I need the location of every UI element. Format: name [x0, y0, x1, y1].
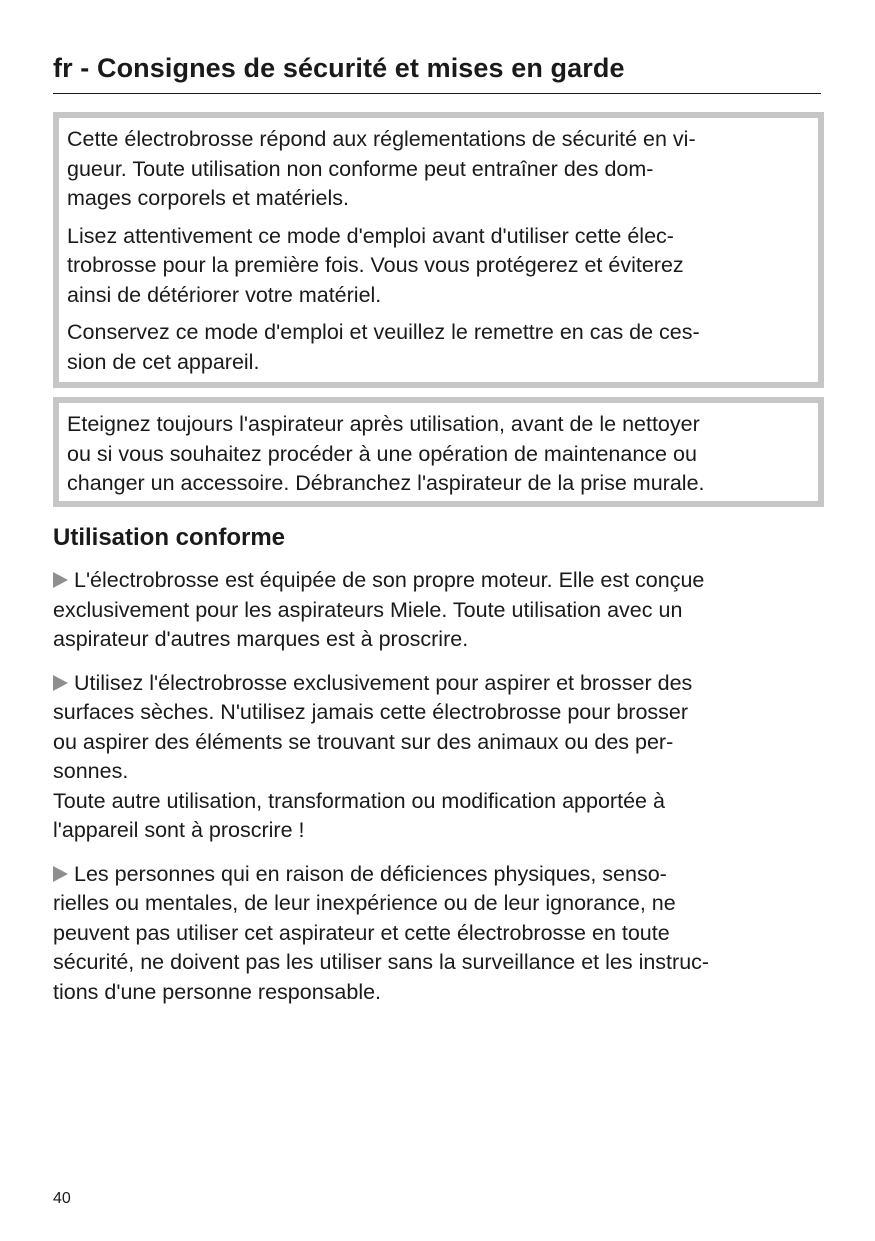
- item-line: peuvent pas utiliser cet aspirateur et cette électrobrosse en toute: [53, 920, 670, 945]
- page-title: fr - Consignes de sécurité et mises en garde: [53, 53, 625, 83]
- safety-notice-box: [53, 112, 824, 388]
- notice-line: ou si vous souhaitez procéder à une opération de maintenance ou: [67, 441, 697, 466]
- notice-line: Conservez ce mode d'emploi et veuillez le remettre en cas de ces-: [67, 320, 700, 344]
- item-line: L'électrobrosse est équipée de son propre moteur. Elle est conçue: [74, 568, 705, 592]
- notice-paragraph: [67, 222, 810, 311]
- notice-line: Lisez attentivement ce mode d'emploi avant d'utiliser cette élec-: [67, 223, 674, 248]
- notice-line: Cette électrobrosse répond aux réglementations de sécurité en vi-: [67, 127, 696, 151]
- notice-line: trobrosse pour la première fois. Vous vous protégerez et éviterez: [67, 253, 684, 277]
- item-line: Toute autre utilisation, transformation ou modification apportée à: [53, 788, 665, 813]
- page-number: 40: [53, 1190, 71, 1207]
- item-line: sécurité, ne doivent pas les utiliser sans la surveillance et les instruc-: [53, 950, 710, 974]
- item-line: ou aspirer des éléments se trouvant sur des animaux ou des per-: [53, 729, 674, 754]
- arrow-icon: [53, 675, 68, 691]
- usage-list: [53, 566, 828, 1007]
- page-header: [53, 50, 821, 94]
- list-item: [53, 669, 828, 846]
- notice-line: ainsi de détériorer votre matériel.: [67, 282, 382, 307]
- list-item: [53, 860, 828, 1008]
- arrow-icon: [53, 866, 68, 882]
- notice-line: gueur. Toute utilisation non conforme peut entraîner des dom-: [67, 156, 654, 181]
- section-title: Utilisation conforme: [53, 524, 286, 551]
- item-line: rielles ou mentales, de leur inexpérience ou de leur ignorance, ne: [53, 891, 676, 915]
- item-line: surfaces sèches. N'utilisez jamais cette électrobrosse pour brosser: [53, 700, 689, 724]
- notice-paragraph: [67, 125, 810, 214]
- notice-line: sion de cet appareil.: [67, 349, 260, 374]
- item-line: Les personnes qui en raison de déficiences physiques, senso-: [74, 861, 667, 886]
- notice-line: changer un accessoire. Débranchez l'aspirateur de la prise murale.: [67, 471, 705, 495]
- item-line: Utilisez l'électrobrosse exclusivement pour aspirer et brosser des: [74, 670, 693, 695]
- list-item: [53, 566, 828, 655]
- item-line: tions d'une personne responsable.: [53, 979, 382, 1004]
- notice-paragraph: [67, 410, 810, 499]
- notice-line: Eteignez toujours l'aspirateur après utilisation, avant de le nettoyer: [67, 412, 700, 436]
- notice-paragraph: [67, 318, 810, 377]
- item-line: aspirateur d'autres marques est à proscrire.: [53, 627, 469, 651]
- switch-off-notice-box: [53, 397, 824, 507]
- item-line: exclusivement pour les aspirateurs Miele. Toute utilisation avec un: [53, 597, 683, 622]
- arrow-icon: [53, 572, 68, 588]
- notice-line: mages corporels et matériels.: [67, 186, 349, 210]
- item-line: l'appareil sont à proscrire !: [53, 818, 305, 842]
- item-line: sonnes.: [53, 759, 129, 783]
